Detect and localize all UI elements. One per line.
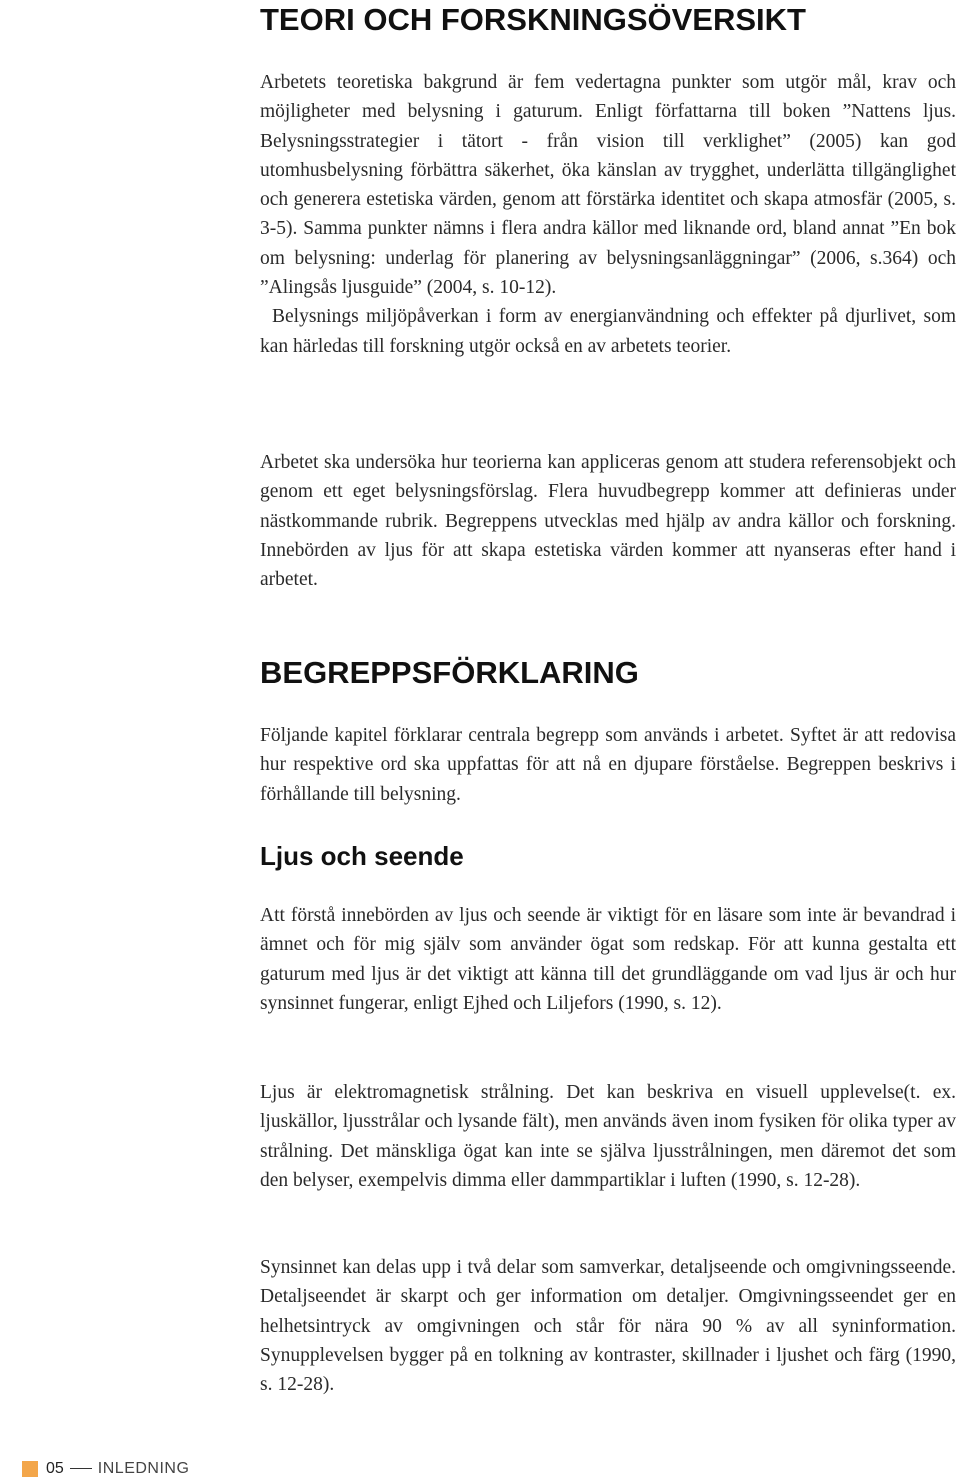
teori-paragraph-3: Arbetet ska undersöka hur teorierna kan appliceras genom att studera referensobjekt och genom ett eget belysningsförslag. Flera huvudbegrepp kommer att definieras under nästkommande rubrik. Begreppens utvecklas med hjälp av andra källor och forskning. Innebörden av ljus för att skapa estetiska värden kommer att nyanseras efter hand i arbetet. (260, 452, 956, 591)
page-number: 05 (46, 1460, 64, 1477)
heading-ljus-och-seende: Ljus och seende (260, 841, 464, 871)
heading-teori: TEORI OCH FORSKNINGSÖVERSIKT (260, 2, 806, 37)
teori-body-2 (260, 448, 956, 594)
begrepp-paragraph-1: Följande kapitel förklarar centrala begrepp som används i arbetet. Syftet är att redovisa hur respektive ord ska uppfattas för att nå en djupare förståelse. Begreppen beskrivs i förhållande till belysning. (260, 725, 956, 805)
ljus-paragraph-3: Synsinnet kan delas upp i två delar som samverkar, detaljseende och omgivningsseende. Detaljseendet är skarpt och ger information om detaljer. Omgivningsseendet ger en helhetsintryck av omgivningen och står för nära 90 % av all syninformation. Synupplevelsen bygger på en tolkning av kontraster, skillnader i ljushet och färg (1990, s. 12-28). (260, 1257, 956, 1396)
teori-paragraph-2: Belysnings miljöpåverkan i form av energianvändning och effekter på djurlivet, som kan härledas till forskning utgör också en av arbetets teorier. (260, 306, 956, 357)
begrepp-body (260, 721, 956, 809)
footer-section-label: INLEDNING (97, 1460, 190, 1477)
ljus-paragraph-2: Ljus är elektromagnetisk strålning. Det kan beskriva en visuell upplevelse(t. ex. ljuskällor, ljusstrålar och lysande fält), men används även inom fysiken för olika typer av strålning. Det mänskliga ögat kan inte se själva ljusstrålningen, men däremot det som den belyser, exempelvis dimma eller dammpartiklar i luften (1990, s. 12-28). (260, 1082, 956, 1191)
section-teori (260, 2, 956, 38)
ljus-body-3 (260, 1253, 956, 1399)
page-footer (0, 1452, 400, 1482)
ljus-body-2 (260, 1078, 956, 1195)
section-begrepp (260, 655, 956, 691)
teori-body (260, 68, 956, 361)
teori-paragraph-1: Arbetets teoretiska bakgrund är fem vedertagna punkter som utgör mål, krav och möjligheter med belysning i gaturum. Enligt författarna till boken ”Nattens ljus. Belysningsstrategier i tätort - från vision till verklighet” (2005) kan god utomhusbelysning förbättra säkerhet, öka känslan av trygghet, underlätta tillgänglighet och generera estetiska värden, genom att förstärka identitet och skapa atmosfär (2005, s. 3-5). Samma punkter nämns i flera andra källor med liknande ord, bland annat ”En bok om belysning: underlag för planering av belysningsanläggningar” (2006, s.364) och ”Alingsås ljusguide” (2004, s. 10-12). (260, 72, 956, 299)
heading-begrepp: BEGREPPSFÖRKLARING (260, 655, 639, 690)
footer-label (46, 1459, 189, 1479)
footer-dash (70, 1468, 92, 1469)
ljus-body-1 (260, 901, 956, 1018)
section-ljus (260, 840, 956, 872)
footer-accent-square (22, 1461, 38, 1477)
ljus-paragraph-1: Att förstå innebörden av ljus och seende är viktigt för en läsare som inte är bevandrad i ämnet och för mig själv som använder ögat som redskap. För att kunna gestalta ett gaturum med ljus är det viktigt att känna till det grundläggande om vad ljus är och hur synsinnet fungerar, enligt Ejhed och Liljefors (1990, s. 12). (260, 905, 956, 1014)
